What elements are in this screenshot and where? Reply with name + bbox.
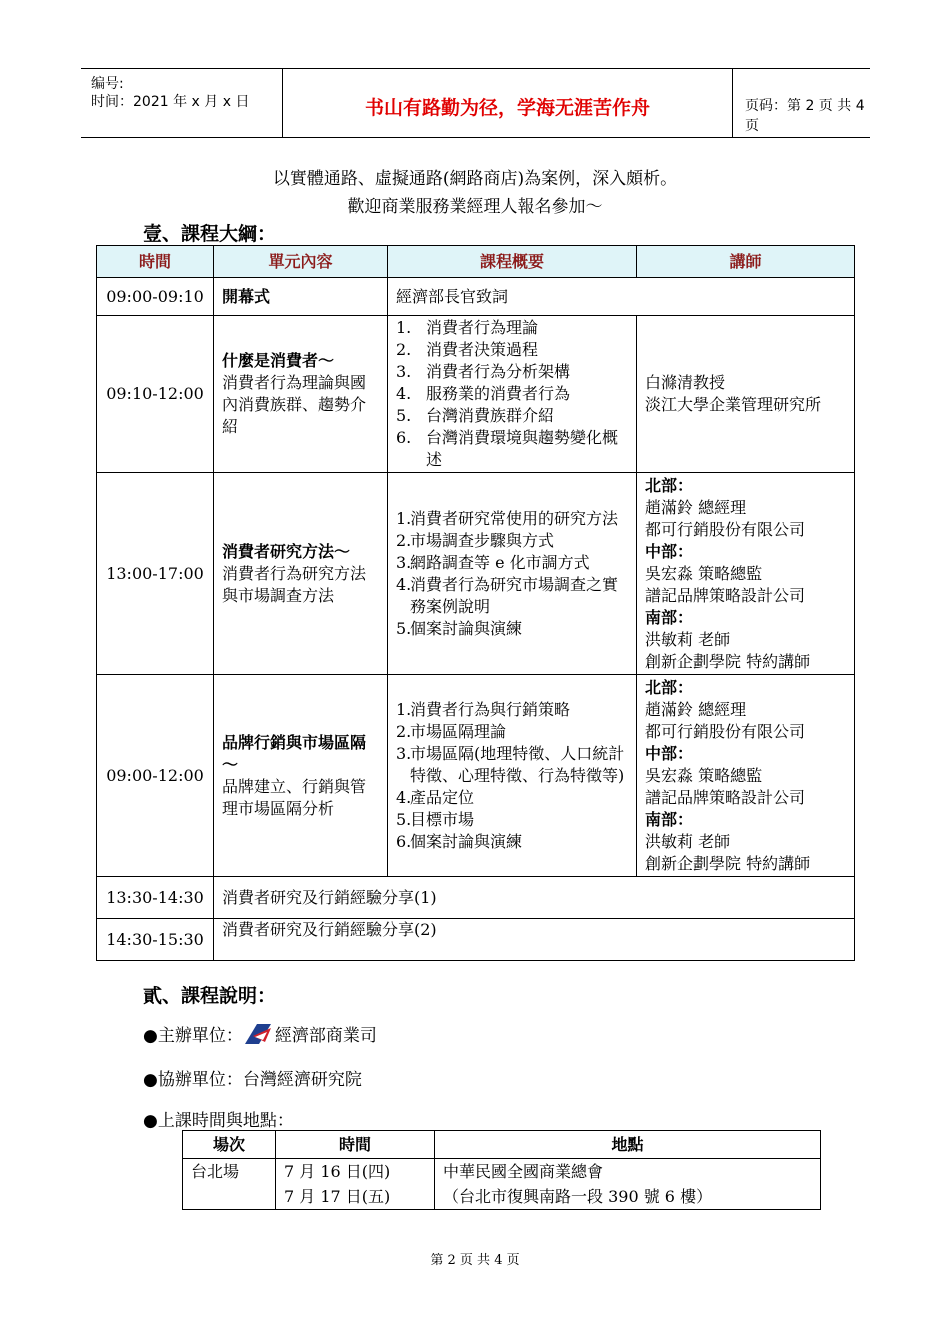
page-footer: 第 2 页 共 4 页 [430, 1253, 520, 1268]
schedule-header-place: 地點 [435, 1131, 821, 1159]
list-item: 2. 市場區隔理論 [396, 721, 507, 741]
header-number-label: 编号: [91, 76, 124, 92]
summary-list [396, 508, 628, 640]
time-place-label: ●上課時間與地點： [143, 1111, 294, 1131]
table-row [97, 316, 855, 473]
list-item: 5. 個案討論與演練 [396, 618, 523, 638]
table-row [97, 675, 855, 877]
table-row [97, 278, 855, 316]
summary-list [396, 699, 628, 853]
list-item: 3. 市場區隔(地理特徵、人口統計特徵、心理特徵、行為特徵等) [396, 743, 625, 785]
section-2-heading: 貳、課程說明： [143, 985, 277, 1007]
schedule-venue: 台北場 [183, 1159, 276, 1210]
row-unit: 開幕式 [214, 278, 388, 316]
page-header [81, 68, 870, 138]
row-lecturer: 北部： 趙滿鈴 總經理 都可行銷股份有限公司 中部： 吳宏淼 策略總監 譜記品牌策略設計公司 南部： 洪敏莉 老師 創新企劃學院 特約講師 [637, 675, 855, 877]
ministry-logo-icon [243, 1022, 273, 1051]
row-lecturer: 白滌清教授 淡江大學企業管理研究所 [637, 316, 855, 473]
intro-line-1: 以實體通路、虛擬通路(網路商店)為案例，深入頗析。 [272, 169, 678, 189]
list-item: 6. 個案討論與演練 [396, 831, 523, 851]
table-row [97, 919, 855, 961]
table-row [97, 877, 855, 919]
list-item: 1. 消費者研究常使用的研究方法 [396, 508, 619, 528]
co-organizer-line: ●協辦單位：台灣經濟研究院 [143, 1070, 362, 1090]
list-item: 6. 台灣消費環境與趨勢變化概述 [396, 428, 619, 469]
row-time: 13:00-17:00 [97, 473, 214, 675]
header-page-cell [732, 69, 871, 137]
table-row [97, 473, 855, 675]
header-info-cell [81, 69, 283, 137]
row-content: 消費者研究及行銷經驗分享(2) [214, 919, 855, 961]
row-time: 09:00-12:00 [97, 675, 214, 877]
header-time: 时间：2021 年 x 月 x 日 [91, 94, 250, 110]
schedule-place: 中華民國全國商業總會 （台北市復興南路一段 390 號 6 樓） [435, 1159, 821, 1210]
row-time: 13:30-14:30 [97, 877, 214, 919]
organizer-name: 經濟部商業司 [274, 1026, 377, 1046]
list-item: 2. 消費者決策過程 [396, 340, 539, 359]
list-item: 3. 消費者行為分析架構 [396, 362, 571, 381]
row-unit: 品牌行銷與市場區隔～ 品牌建立、行銷與管理市場區隔分析 [214, 675, 388, 877]
row-summary [388, 316, 637, 473]
organizer-label: ●主辦單位： [143, 1026, 243, 1046]
col-header-time: 時間 [97, 246, 214, 278]
row-summary [388, 675, 637, 877]
header-motto: 书山有路勤为径，学海无涯苦作舟 [364, 97, 650, 119]
schedule-dates: 7 月 16 日(四) 7 月 17 日(五) [276, 1159, 435, 1210]
intro-line-2: 歡迎商業服務業經理人報名參加～ [347, 197, 603, 217]
row-time: 09:00-09:10 [97, 278, 214, 316]
header-motto-cell [283, 69, 732, 137]
course-outline-table [96, 245, 855, 961]
list-item: 2. 市場調查步驟與方式 [396, 530, 555, 550]
list-item: 4. 消費者行為研究市場調查之實務案例說明 [396, 574, 619, 616]
col-header-lecturer: 講師 [637, 246, 855, 278]
row-lecturer: 北部： 趙滿鈴 總經理 都可行銷股份有限公司 中部： 吳宏淼 策略總監 譜記品牌策略設計公司 南部： 洪敏莉 老師 創新企劃學院 特約講師 [637, 473, 855, 675]
list-item: 5. 目標市場 [396, 809, 475, 829]
list-item: 4. 產品定位 [396, 787, 475, 807]
col-header-unit: 單元內容 [214, 246, 388, 278]
schedule-table [182, 1130, 821, 1210]
row-unit: 什麼是消費者～ 消費者行為理論與國內消費族群、趨勢介紹 [214, 316, 388, 473]
schedule-header-time: 時間 [276, 1131, 435, 1159]
list-item: 1. 消費者行為與行銷策略 [396, 699, 571, 719]
row-time: 14:30-15:30 [97, 919, 214, 961]
list-item: 4. 服務業的消費者行為 [396, 384, 571, 403]
list-item: 5. 台灣消費族群介紹 [396, 406, 555, 425]
row-content: 消費者研究及行銷經驗分享(1) [214, 877, 855, 919]
row-summary: 經濟部長官致詞 [388, 278, 855, 316]
row-time: 09:10-12:00 [97, 316, 214, 473]
row-unit: 消費者研究方法～ 消費者行為研究方法與市場調查方法 [214, 473, 388, 675]
section-1-heading: 壹、課程大綱： [143, 223, 277, 245]
col-header-summary: 課程概要 [388, 246, 637, 278]
header-page-number: 页码：第 2 页 共 4 页 [745, 98, 865, 134]
table-row [183, 1159, 821, 1210]
row-summary [388, 473, 637, 675]
list-item: 1. 消費者行為理論 [396, 318, 539, 337]
list-item: 3. 網路調查等 e 化市調方式 [396, 552, 590, 572]
summary-list [396, 317, 628, 471]
organizer-line [143, 1021, 377, 1051]
schedule-header-session: 場次 [183, 1131, 276, 1159]
